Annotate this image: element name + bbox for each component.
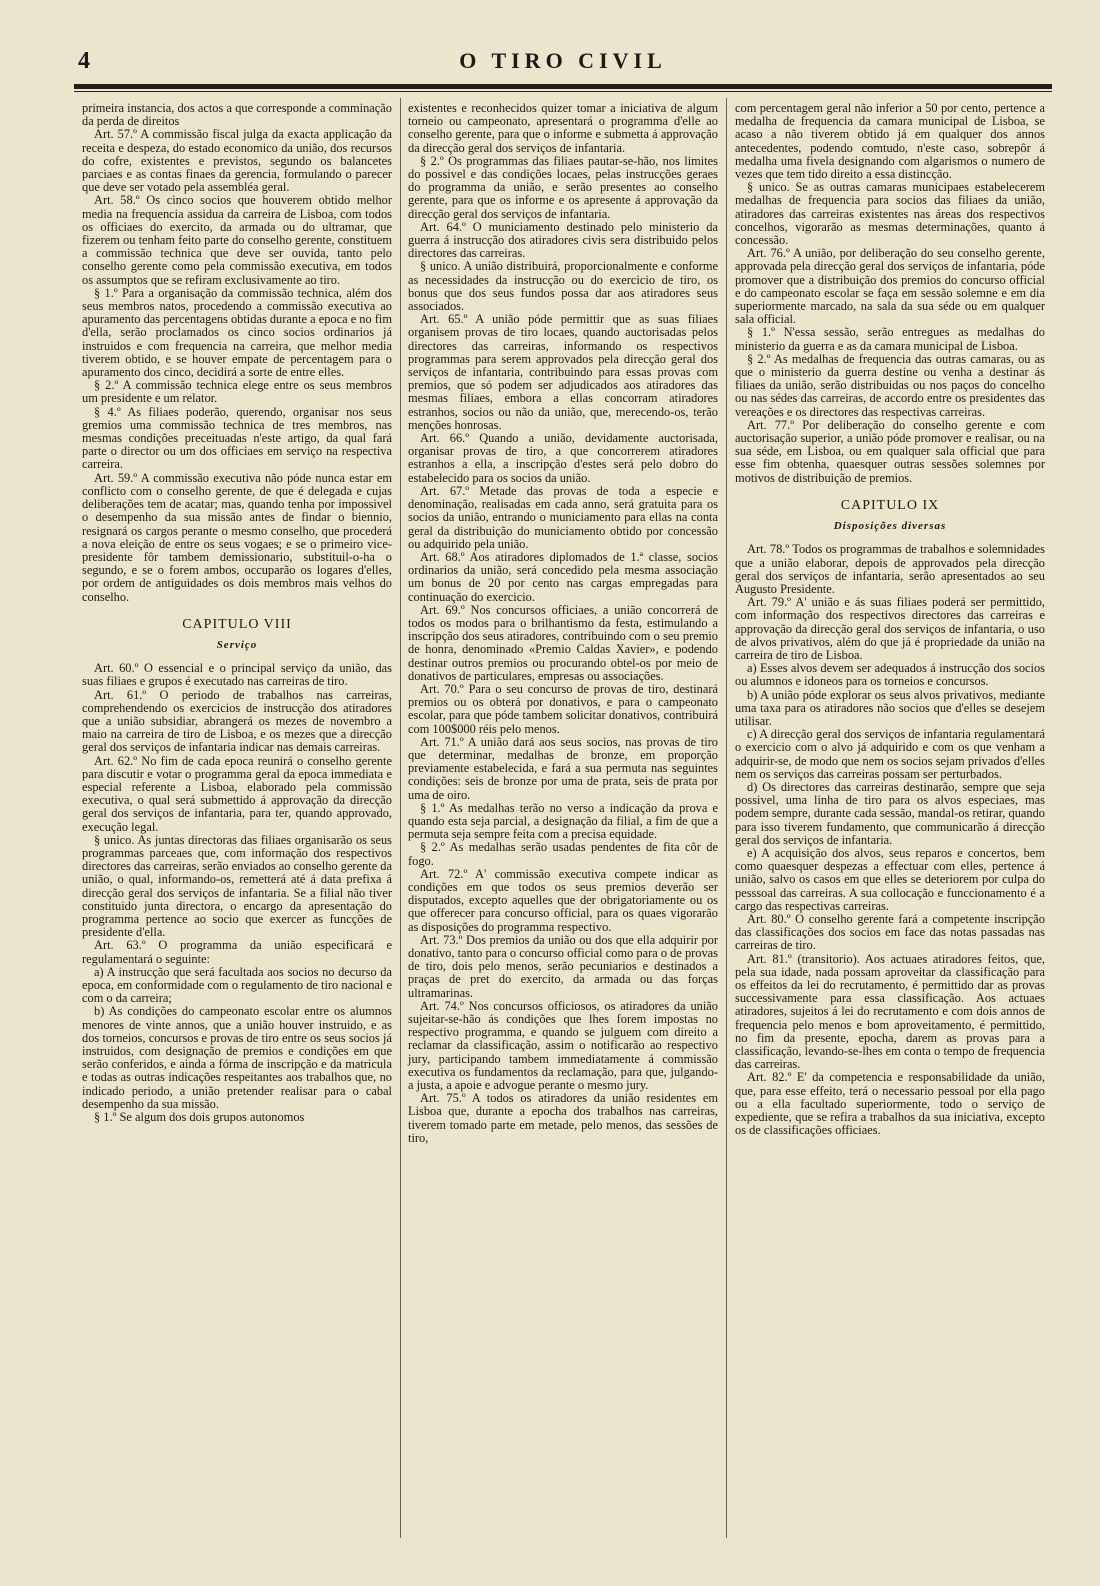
paragraph: Art. 69.º Nos concursos officiaes, a união concorrerá de todos os modos para o brilhantismo da festa, estimulando a inscripção dos seus atiradores, contribuindo com o seu premio de honra, denominado «Premio Caldas Xavier», e podendo destinar outros premios ou procurando obtel-os por meio de donativos de particulares, empresas ou associações. bbox=[408, 602, 718, 683]
paragraph: Art. 59.º A commissão executiva não póde nunca estar em conflicto com o conselho gerente, de que é delegada e cujas deliberações tem de acatar; mas, quando tenha por impossivel o desempenho da sua missão antes de findar o biennio, resignará os cargos perante o mesmo conselho, que procederá a nova eleição de entre os seus vogaes; e se o primeiro vice-presidente fôr tambem demissionario, substituil-o-ha o segundo, e se o forem ambos, occuparão os logares d'elles, por ordem de antiguidades os dois membros mais velhos do conselho. bbox=[82, 470, 392, 604]
paragraph: e) A acquisição dos alvos, seus reparos e concertos, bem como quaesquer despezas a effectuar com elles, pertence á união, salvo os casos em que elles se deteriorem por culpa do pesssoal das carreiras. A sua collocação e funccionamento é a cargo das respectivas carreiras. bbox=[735, 845, 1045, 913]
paragraph: a) Esses alvos devem ser adequados á instrucção dos socios ou alumnos e idoneos para os torneios e concursos. bbox=[735, 661, 1045, 689]
paragraph: Art. 60.º O essencial e o principal serviço da união, das suas filiaes e grupos é executado nas carreiras de tiro. bbox=[82, 661, 392, 689]
paragraph: Art. 72.º A' commissão executiva compete indicar as condições em que todos os seus premios deverão ser disputados, excepto aquelles que der obrigatoriamente ou os que offerecer para concurso official, para os quaes vigorarão as disposições do programma respectivo. bbox=[408, 866, 718, 934]
page-number: 4 bbox=[78, 48, 90, 74]
paragraph: Art. 71.º A união dará aos seus socios, nas provas de tiro que determinar, medalhas de bronze, em proporção previamente estabelecida, e fará a sua permuta nas seguintes condições: seis de bronze por uma de prata, seis de prata por uma de oiro. bbox=[408, 734, 718, 802]
chapter-heading: CAPITULO IX bbox=[840, 497, 940, 513]
column-divider bbox=[400, 98, 401, 1538]
paragraph: Art. 79.º A' união e ás suas filiaes poderá ser permittido, com informação dos respectivos directores das carreiras e approvação da direcção geral dos serviços de infantaria, o uso de alvos privativos, além do que já é propriedade da união na carreira de tiro de Lisboa. bbox=[735, 595, 1045, 662]
paragraph: § 2.º Os programmas das filiaes pautar-se-hão, nos limites do possivel e das condições locaes, pelas instrucções geraes do programma da união, e serão presentes ao conselho gerente, para que os informe e os apresente á approvação da direcção geral dos serviços de infantaria. bbox=[408, 153, 718, 221]
paragraph: § 1.º Se algum dos dois grupos autonomos bbox=[94, 1110, 305, 1125]
paragraph: § unico. A união distribuirá, proporcionalmente e conforme as necessidades da instrucção ou do exercicio de tiro, os bonus que dos seus fundos possa dar aos atiradores seus associados. bbox=[408, 259, 718, 314]
paragraph: Art. 77.º Por deliberação do conselho gerente e com auctorisação superior, a união póde promover e realisar, ou na sua séde, em Lisboa, ou em qualquer sala official que para esse fim obtenha, quaesquer outras sessões solemnes por motivos de distribuição de premios. bbox=[735, 417, 1045, 485]
paragraph: Art. 76.º A união, por deliberação do seu conselho gerente, approvada pela direcção geral dos serviços de infantaria, póde promover que a distribuição dos premios do concurso official e do campeonato escolar se faça em sessão solemne e em dia superiormente marcado, na sala da sua séde ou em qualquer sala official. bbox=[735, 246, 1045, 327]
paragraph: Art. 61.º O periodo de trabalhos nas carreiras, comprehendendo os exercicios de instrucção dos atiradores que a união subsidiar, abrangerá os mezes de novembro a maio na carreira de tiro de Lisboa, e os mezes que a direcção geral dos serviços de infantaria indicar nas demais carreiras. bbox=[82, 687, 392, 755]
paragraph: Art. 78.º Todos os programmas de trabalhos e solemnidades que a união elaborar, depois de approvados pela direcção geral dos serviços de infantaria, serão apresentados ao seu Augusto Presidente. bbox=[735, 542, 1045, 596]
paragraph: Art. 75.º A todos os atiradores da união residentes em Lisboa que, durante a epocha dos trabalhos nas carreiras, tiverem tomado parte em metade, pelo menos, das sessões de tiro, bbox=[408, 1091, 718, 1145]
header-rule-thin bbox=[74, 91, 1052, 92]
paragraph: Art. 57.º A commissão fiscal julga da exacta applicação da receita e despeza, do estado economico da união, dos recursos do cofre, existentes e previstos, segundo os balancetes parciaes e as contas finaes da gerencia, formulando o parecer que deve ser votado pela assembléa geral. bbox=[82, 127, 392, 195]
paragraph: Art. 73.º Dos premios da união ou dos que ella adquirir por donativo, tanto para o concurso official como para o de provas de tiro, dois pelo menos, serão pecuniarios e destinados a praças de pret do exercito, da armada ou das forças ultramarinas. bbox=[408, 932, 718, 1000]
paragraph: Art. 70.º Para o seu concurso de provas de tiro, destinará premios ou os obterá por donativos, e para o campeonato escolar, para que póde tambem solicitar donativos, contribuirá com 100$000 réis pelo menos. bbox=[408, 681, 718, 736]
page-title: O TIRO CIVIL bbox=[459, 48, 667, 73]
paragraph: Art. 64.º O municiamento destinado pelo ministerio da guerra á instrucção dos atiradores civis sera distribuido pelos directores das carreiras. bbox=[408, 219, 718, 261]
paragraph: Art. 74.º Nos concursos officiosos, os atiradores da união sujeitar-se-hão ás condições que lhes forem impostas no respectivo programma, e quando se julguem com direito a reclamar da classificação, assim o notificarão ao respectivo jury, participando tambem immediatamente á commissão executiva os fundamentos da reclamação, para que, julgando-a justa, a apoie e advogue perante o mesmo jury. bbox=[408, 998, 718, 1093]
paragraph: c) A direcção geral dos serviços de infantaria regulamentará o exercicio com o alvo já adquirido e com os que venham a adquirir-se, de modo que nem os socios sejam privados d'elles nem os serviços das carreiras possam ser perturbados. bbox=[735, 727, 1045, 781]
paragraph: § 2.º As medalhas de frequencia das outras camaras, ou as que o ministerio da guerra destine ou venha a destinar ás filiaes da união, serão distribuidas ou nos paços do concelho ou nas sédes das carreiras, de accordo entre os presidentes das vereações e os directores das respectivas carreiras. bbox=[735, 351, 1045, 419]
paragraph: Art. 82.º E' da competencia e responsabilidade da união, que, para esse effeito, terá o necessario pessoal por ella pago ou a ella facultado superiormente, todo o serviço de expediente, que se refira a trabalhos da sua iniciativa, excepto os de classificações officiaes. bbox=[735, 1070, 1045, 1138]
column-divider bbox=[726, 98, 727, 1538]
paragraph: § unico. As juntas directoras das filiaes organisarão os seus programmas parceaes que, com informação dos respectivos directores das carreiras, serão enviados ao conselho gerente da união, o qual, informando-os, remetterá até á data prefixa á direcção geral dos serviços de infantaria. Se a filial não tiver constituido junta directora, o encargo da apresentação do programma pertence ao socio que exercer as funcções de presidente d'ella. bbox=[82, 832, 392, 940]
paragraph: § 4.º As filiaes poderão, querendo, organisar nos seus gremios uma commissão technica de tres membros, nas mesmas condições preceituadas n'este artigo, da qual fará parte o director ou um dos officiaes em serviço na respectiva carreira. bbox=[82, 404, 392, 472]
section-subheading: Disposições diversas bbox=[833, 520, 947, 533]
paragraph: com percentagem geral não inferior a 50 por cento, pertence a medalha de frequencia da camara municipal de Lisboa, se acaso a não tiverem obtido já em qualquer dos annos antecedentes, podendo comtudo, n'este caso, sobrepôr á medalha uma fivela designando com algarismos o numero de vezes que tem tido direito a essa distincção. bbox=[735, 101, 1045, 182]
chapter-heading: CAPITULO VIII bbox=[182, 616, 292, 632]
paragraph: Art. 66.º Quando a união, devidamente auctorisada, organisar provas de tiro, a que concorrerem atiradores estranhos a ella, a inscripção d'estes será pelo dobro do estabelecido para os socios da união. bbox=[408, 431, 718, 485]
page-header bbox=[74, 40, 1052, 88]
paragraph: § 2.º As medalhas serão usadas pendentes de fita côr de fogo. bbox=[408, 840, 718, 868]
paragraph: Art. 65.º A união póde permittir que as suas filiaes organisem provas de tiro locaes, quando auctorisadas pelos directores das carreiras, informando os respectivos programmas para serem approvados pela direcção geral dos serviços de infantaria, contribuindo para essas provas com premios, que só podem ser adjudicados aos atiradores das mesmas filiaes, embora a ellas concorram atiradores estranhos, socios ou não da união, que, merecendo-os, terão menções honrosas. bbox=[408, 312, 718, 432]
section-subheading: Serviço bbox=[216, 638, 258, 651]
paragraph: Art. 81.º (transitorio). Aos actuaes atiradores feitos, que, pela sua idade, nada possam aproveitar da classificação para os effeitos da lei do recrutamento, é permittido dar as provas successivamente para essa classificação. Aos actuaes atiradores, sujeitos á lei do recrutamento e com dois annos de frequencia pelo menos e bom aproveitamento, é permittido, no fim da presente, epocha, darem as provas para a classificação, levando-se-lhes em conta o tempo de frequencia das carreiras. bbox=[735, 951, 1045, 1072]
paragraph: § 1.º Para a organisação da commissão technica, além dos seus membros natos, procedendo a commissão executiva ao apuramento das percentagens obtidas durante a epoca e no fim d'ella, serão proclamados os cinco socios ordinarios já instruidos e com frequencia na carreira, que melhor media tiverem obtido, e se houver empate de percentagem para o apuramento dos cinco, decidirá a sorte de entre elles. bbox=[82, 285, 392, 380]
paragraph: Art. 62.º No fim de cada epoca reunirá o conselho gerente para discutir e votar o programma geral da epoca immediata e especial referente a Lisboa, elaborado pela commissão executiva, o qual será submettido á approvação da direcção geral dos serviços de infantaria, para ter, quando approvado, execução legal. bbox=[82, 753, 392, 834]
paragraph: Art. 63.º O programma da união especificará e regulamentará o seguinte: bbox=[82, 938, 392, 966]
paragraph: b) A união póde explorar os seus alvos privativos, mediante uma taxa para os atiradores não socios que d'elles se desejem utilisar. bbox=[735, 687, 1045, 728]
header-rule-thick bbox=[74, 84, 1052, 89]
paragraph: Art. 58.º Os cinco socios que houverem obtido melhor media na frequencia assidua da carreira de Lisboa, com todos os officiaes do exercito, da armada ou do ultramar, que fizerem ou tenham feito parte do conselho gerente, constituem a commissão technica que deve ser ouvida, tanto pelo conselho gerente como pela commissão executiva, em todos os assumptos que se refiram exclusivamente ao tiro. bbox=[82, 193, 392, 287]
paragraph: § 1.º As medalhas terão no verso a indicação da prova e quando esta seja parcial, a designação da filial, a fim de que a permuta seja sempre feita com a precisa equidade. bbox=[408, 800, 718, 842]
paragraph: existentes e reconhecidos quizer tomar a iniciativa de algum torneio ou campeonato, apresentará o programma d'elle ao conselho gerente, para que o informe e submetta á approvação da direcção geral dos serviços de infantaria. bbox=[408, 101, 718, 155]
column-2 bbox=[408, 102, 718, 1145]
paragraph: § 2.º A commissão technica elege entre os seus membros um presidente e um relator. bbox=[82, 378, 392, 406]
paragraph: § unico. Se as outras camaras municipaes estabelecerem medalhas de frequencia para socios das filiaes da união, atiradores das carreiras existentes nas áreas dos respectivos concelhos, vigorarão as mesmas determinações, quanto á concessão. bbox=[735, 180, 1045, 248]
column-3 bbox=[735, 102, 1045, 1137]
paragraph: b) As condições do campeonato escolar entre os alumnos menores de vinte annos, que a união houver instruido, e as dos torneios, concursos e provas de tiro entre os seus socios já instruidos, com designação de premios e condições em que serão conferidos, e ainda a fórma de inscripção e da matricula e todas as outras indicações respeitantes aos trabalhos que, no indicado periodo, a união pretender realisar para o cabal desempenho da sua missão. bbox=[82, 1004, 392, 1111]
paragraph: Art. 80.º O conselho gerente fará a competente inscripção das classificações dos socios em face das notas passadas nas carreiras de tiro. bbox=[735, 911, 1045, 953]
paragraph: § 1.º N'essa sessão, serão entregues as medalhas do ministerio da guerra e as da camara municipal de Lisboa. bbox=[735, 325, 1045, 353]
paragraph: primeira instancia, dos actos a que corresponde a comminação da perda de direitos bbox=[82, 101, 392, 129]
column-1 bbox=[82, 102, 392, 1124]
paragraph: Art. 68.º Aos atiradores diplomados de 1.ª classe, socios ordinarios da união, será concedido pela mesma associação um bonus de 20 por cento nas cargas empregadas para continuação do exercicio. bbox=[408, 549, 718, 604]
paragraph: a) A instrucção que será facultada aos socios no decurso da epoca, em conformidade com o regulamento de tiro nacional e com o da carreira; bbox=[82, 964, 392, 1006]
paragraph: d) Os directores das carreiras destinarão, sempre que seja possivel, uma linha de tiro para os alvos especiaes, mas podem sempre, durante cada sessão, mandal-os retirar, quando para isso tiverem fundamento, que communicarão á direcção geral dos serviços de infantaria. bbox=[735, 779, 1045, 847]
paragraph: Art. 67.º Metade das provas de toda a especie e denominação, realisadas em cada anno, será gratuita para os socios da união, entrando o municiamento para ellas na conta geral da distribuição do municiamento obtido por concessão ou adquirido pela união. bbox=[408, 483, 718, 551]
